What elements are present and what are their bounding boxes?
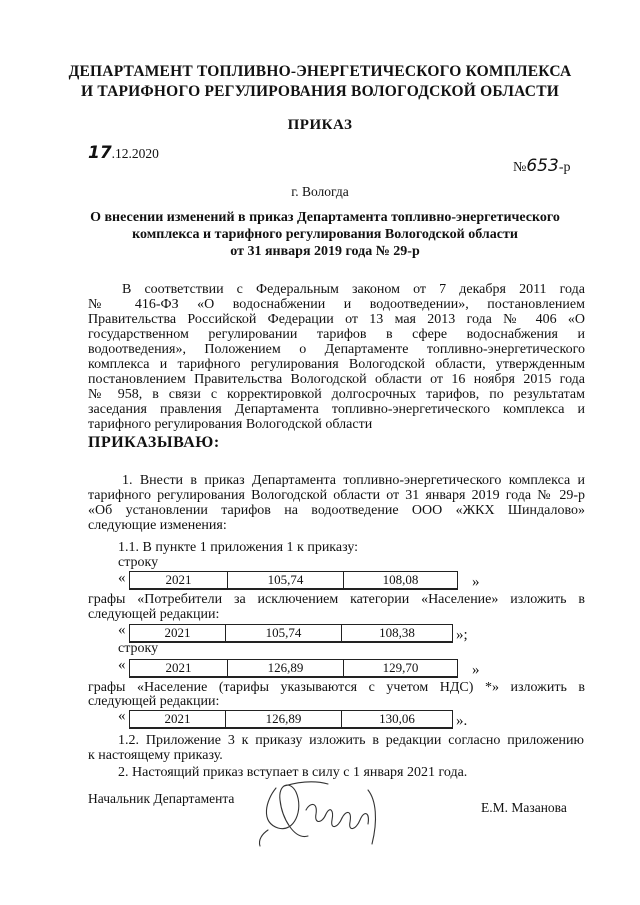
cell-value-2: 130,06 [341, 711, 452, 727]
graph-consumers-line: графы «Потребители за исключением категории «Население» изложить в [88, 592, 585, 607]
order-number [513, 156, 570, 176]
cell-value-1: 126,89 [227, 660, 343, 676]
row-word: строку [118, 555, 159, 570]
subject-line-2: комплекса и тарифного регулирования Вологодской области [132, 227, 518, 242]
cell-value-2: 129,70 [343, 660, 457, 676]
tariff-row [129, 710, 453, 729]
item1-line: 1. Внести в приказ Департамента топливно-энергетического комплекса и [122, 473, 585, 488]
preamble-line: заседания правления Департамента топливно-энергетического комплекса и [88, 402, 585, 417]
row-word: строку [118, 641, 159, 656]
department-line-1: ДЕПАРТАМЕНТ ТОПЛИВНО-ЭНЕРГЕТИЧЕСКОГО КОМПЛЕКСА [68, 63, 572, 80]
graph-population-line: графы «Население (тарифы указываются с учетом НДС) *» изложить в [88, 680, 585, 695]
item1-line: следующие изменения: [88, 518, 227, 533]
date-handwritten: 17 [88, 143, 112, 163]
cell-year: 2021 [165, 572, 192, 587]
preamble-line: В соответствии с Федеральным законом от 7 декабря 2011 года [122, 282, 585, 297]
subitem-1-2: 1.2. Приложение 3 к приказу изложить в редакции согласно приложению [118, 733, 584, 748]
cell-year: 2021 [165, 660, 192, 675]
open-quote: « [118, 657, 126, 673]
close-quote-semicolon: »; [456, 627, 468, 643]
subject-line-3: от 31 января 2019 года № 29-р [230, 244, 420, 259]
number-handwritten: 653 [526, 156, 559, 176]
item1-paragraph [88, 473, 585, 533]
close-quote: » [472, 662, 480, 678]
graph-consumers-line-2: следующей редакции: [88, 607, 220, 622]
preamble-line: водоотведения», Положением о Департаменте топливно-энергетического [88, 342, 585, 357]
preamble-paragraph [88, 282, 585, 432]
number-prefix: № [513, 160, 527, 175]
item1-line: «Об установлении тарифов на водоотведение ООО «ЖКХ Шиндалово» [88, 503, 585, 518]
open-quote: « [118, 570, 126, 586]
subitem-1-2-line-2: к настоящему приказу. [88, 748, 223, 763]
order-date [88, 143, 159, 163]
cell-value-1: 105,74 [225, 625, 341, 641]
cell-value-2: 108,38 [341, 625, 452, 641]
tariff-row [129, 659, 458, 678]
preamble-line: № 958, в связи с корректировкой долгосрочных тарифов, по результатам [88, 387, 585, 402]
cell-value-1: 126,89 [225, 711, 341, 727]
date-printed: .12.2020 [111, 146, 159, 161]
open-quote: « [118, 622, 126, 638]
subitem-1-1: 1.1. В пункте 1 приложения 1 к приказу: [118, 540, 359, 555]
number-suffix: -р [558, 160, 571, 175]
preamble-line: комплекса и тарифного регулирования Вологодской области, утвержденным [88, 357, 585, 372]
subject-line-1: О внесении изменений в приказ Департамента топливно-энергетического [90, 210, 560, 225]
city: г. Вологда [291, 184, 349, 199]
signer-position: Начальник Департамента [88, 791, 235, 806]
preamble-line: государственном регулировании тарифов в сфере водоснабжения и [88, 327, 585, 342]
item-2: 2. Настоящий приказ вступает в силу с 1 января 2021 года. [118, 765, 468, 780]
preamble-line: Правительства Российской Федерации от 13 мая 2013 года № 406 «О [88, 312, 585, 327]
preamble-line: постановлением Правительства Вологодской области от 16 ноября 2015 года [88, 372, 585, 387]
cell-value-1: 105,74 [227, 572, 343, 588]
order-subject [90, 209, 560, 260]
tariff-row [129, 571, 458, 590]
handwritten-signature [248, 770, 398, 850]
doc-type-title: ПРИКАЗ [287, 117, 353, 133]
close-quote: » [472, 574, 480, 590]
preamble-line: № 416-ФЗ «О водоснабжении и водоотведении», постановлением [88, 297, 585, 312]
item1-line: тарифного регулирования Вологодской области от 31 января 2019 года № 29-р [88, 488, 585, 503]
preamble-line: тарифного регулирования Вологодской области [88, 417, 373, 432]
open-quote: « [118, 708, 126, 724]
cell-year: 2021 [164, 711, 191, 726]
graph-population-line-2: следующей редакции: [88, 694, 220, 709]
department-line-2: И ТАРИФНОГО РЕГУЛИРОВАНИЯ ВОЛОГОДСКОЙ ОБЛАСТИ [81, 83, 559, 100]
tariff-row [129, 624, 453, 643]
cell-year: 2021 [164, 625, 191, 640]
cell-value-2: 108,08 [343, 572, 457, 588]
close-quote-period: ». [456, 713, 468, 729]
signer-name: Е.М. Мазанова [481, 800, 567, 815]
department-name [0, 62, 640, 102]
order-word: ПРИКАЗЫВАЮ: [88, 434, 220, 451]
